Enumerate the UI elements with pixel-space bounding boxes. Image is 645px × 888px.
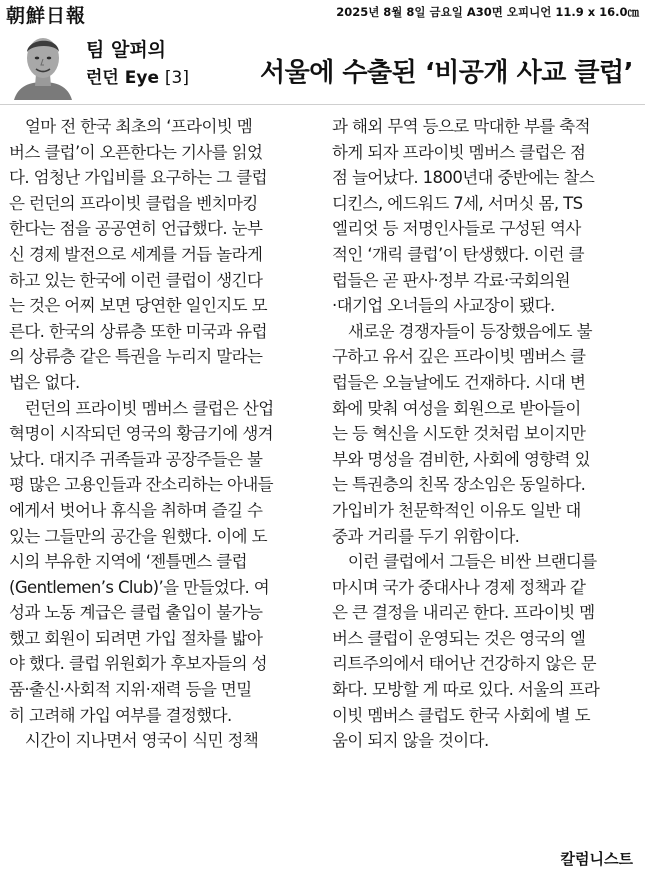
body-text-line: 신 경제 발전으로 세계를 거듭 놀라게 (9, 244, 263, 264)
body-text-line: 는 등 혁신을 시도한 것처럼 보이지만 (332, 424, 586, 444)
body-text-line: 은 런던의 프라이빗 클럽을 벤치마킹 (9, 193, 258, 213)
byline (86, 36, 189, 92)
publication-info: 2025년 8월 8일 금요일 A30면 오피니언 11.9 x 16.0㎝ (336, 5, 639, 19)
body-text-line: (Gentlemen’s Club)’을 만들었다. 여 (9, 577, 270, 597)
body-text-line: 디킨스, 에드워드 7세, 서머싯 몸, TS (332, 193, 583, 213)
body-text-line: 하게 되자 프라이빗 멤버스 클럽은 점 (332, 142, 586, 162)
body-text-line: 야 했다. 클럽 위원회가 후보자들의 성 (9, 654, 267, 674)
body-text-line: 하고 있는 한국에 이런 클럽이 생긴다 (9, 270, 263, 290)
body-text-line: 에게서 벗어나 휴식을 취하며 즐길 수 (9, 500, 263, 520)
body-text-line: 점 늘어났다. 1800년대 중반에는 찰스 (332, 168, 595, 188)
body-text-line: 다. 엄청난 가입비를 요구하는 그 클럽 (9, 168, 267, 188)
body-text-line: 이런 클럽에서 그들은 비싼 브랜디를 (332, 552, 597, 572)
body-text-line: 부와 명성을 겸비한, 사회에 영향력 있 (332, 449, 590, 469)
body-text-line: 품·출신·사회적 지위·재력 등을 면밀 (9, 680, 252, 700)
article-header (0, 26, 645, 104)
body-text-line: 적인 ‘개릭 클럽’이 탄생했다. 이런 클 (332, 244, 584, 264)
body-text-line: 럽들은 곧 판사·정부 각료·국회의원 (332, 270, 570, 290)
body-text-line: 혁명이 시작되던 영국의 황금기에 생겨 (9, 424, 274, 444)
body-text-line: 는 것은 어찌 보면 당연한 일인지도 모 (9, 296, 267, 316)
body-text-line: 럽들은 오늘날에도 건재하다. 시대 변 (332, 372, 586, 392)
column-number: [3] (164, 68, 190, 88)
column-name: 런던 Eye (86, 68, 159, 88)
body-text-line: 했고 회원이 되려면 가입 절차를 밟아 (9, 628, 263, 648)
body-text-line: 움이 되지 않을 것이다. (332, 731, 489, 751)
body-text-line: 시의 부유한 지역에 ‘젠틀멘스 클럽 (9, 552, 247, 572)
body-text-line: 마시며 국가 중대사나 경제 정책과 같 (332, 577, 586, 597)
body-text-line: 시간이 지나면서 영국이 식민 정책 (9, 731, 259, 751)
header-divider (0, 104, 645, 105)
author-name: 팀 알퍼의 (86, 39, 167, 61)
body-text-line: 버스 클럽이 운영되는 것은 영국의 엘 (332, 628, 586, 648)
body-text-line: 이빗 멤버스 클럽도 한국 사회에 별 도 (332, 705, 590, 725)
newspaper-logo: 朝鮮日報 (6, 5, 87, 27)
body-text-line: ·대기업 오너들의 사교장이 됐다. (332, 296, 555, 316)
body-text-line: 은 큰 결정을 내리곤 한다. 프라이빗 멤 (332, 603, 595, 623)
body-text-line: 리트주의에서 태어난 건강하지 않은 문 (332, 654, 597, 674)
author-signature: 칼럼니스트 (560, 850, 633, 868)
body-text-line: 평 많은 고용인들과 잔소리하는 아내들 (9, 475, 274, 495)
body-text-line: 화다. 모방할 게 따로 있다. 서울의 프라 (332, 680, 600, 700)
body-text-line: 났다. 대지주 귀족들과 공장주들은 불 (9, 449, 263, 469)
body-text-line: 과 해외 무역 등으로 막대한 부를 축적 (332, 117, 590, 136)
author-portrait (8, 28, 78, 100)
body-text-line: 얼마 전 한국 최초의 ‘프라이빗 멤 (9, 117, 253, 136)
body-text-line: 의 상류층 같은 특권을 누리지 말라는 (9, 347, 263, 367)
body-text-line: 는 특권층의 친목 장소임은 동일하다. (332, 475, 586, 495)
body-text-line: 화에 맞춰 여성을 회원으로 받아들이 (332, 398, 581, 418)
body-text-line: 있는 그들만의 공간을 원했다. 이에 도 (9, 526, 267, 546)
body-text-line: 한다는 점을 공공연히 언급했다. 눈부 (9, 219, 263, 239)
body-column-right (332, 114, 634, 754)
column-title (86, 64, 189, 92)
masthead (0, 0, 645, 27)
body-text-line: 중과 거리를 두기 위함이다. (332, 526, 520, 546)
body-text-line: 구하고 유서 깊은 프라이빗 멤버스 클 (332, 347, 586, 367)
article-headline: 서울에 수출된 ‘비공개 사교 클럽’ (260, 58, 633, 88)
body-text-line: 성과 노동 계급은 클럽 출입이 불가능 (9, 603, 263, 623)
body-text-line: 버스 클럽’이 오픈한다는 기사를 읽었 (9, 142, 263, 162)
body-text-line: 법은 없다. (9, 372, 80, 392)
body-text-line: 런던의 프라이빗 멤버스 클럽은 산업 (9, 398, 274, 418)
body-text-line: 가입비가 천문학적인 이유도 일반 대 (332, 500, 581, 520)
body-text-line: 른다. 한국의 상류층 또한 미국과 유럽 (9, 321, 267, 341)
body-text-line: 히 고려해 가입 여부를 결정했다. (9, 705, 232, 725)
body-column-left (9, 114, 311, 754)
author-photo-icon (8, 28, 78, 100)
body-text-line: 엘리엇 등 저명인사들로 구성된 역사 (332, 219, 581, 239)
body-text-line: 새로운 경쟁자들이 등장했음에도 불 (332, 321, 592, 341)
